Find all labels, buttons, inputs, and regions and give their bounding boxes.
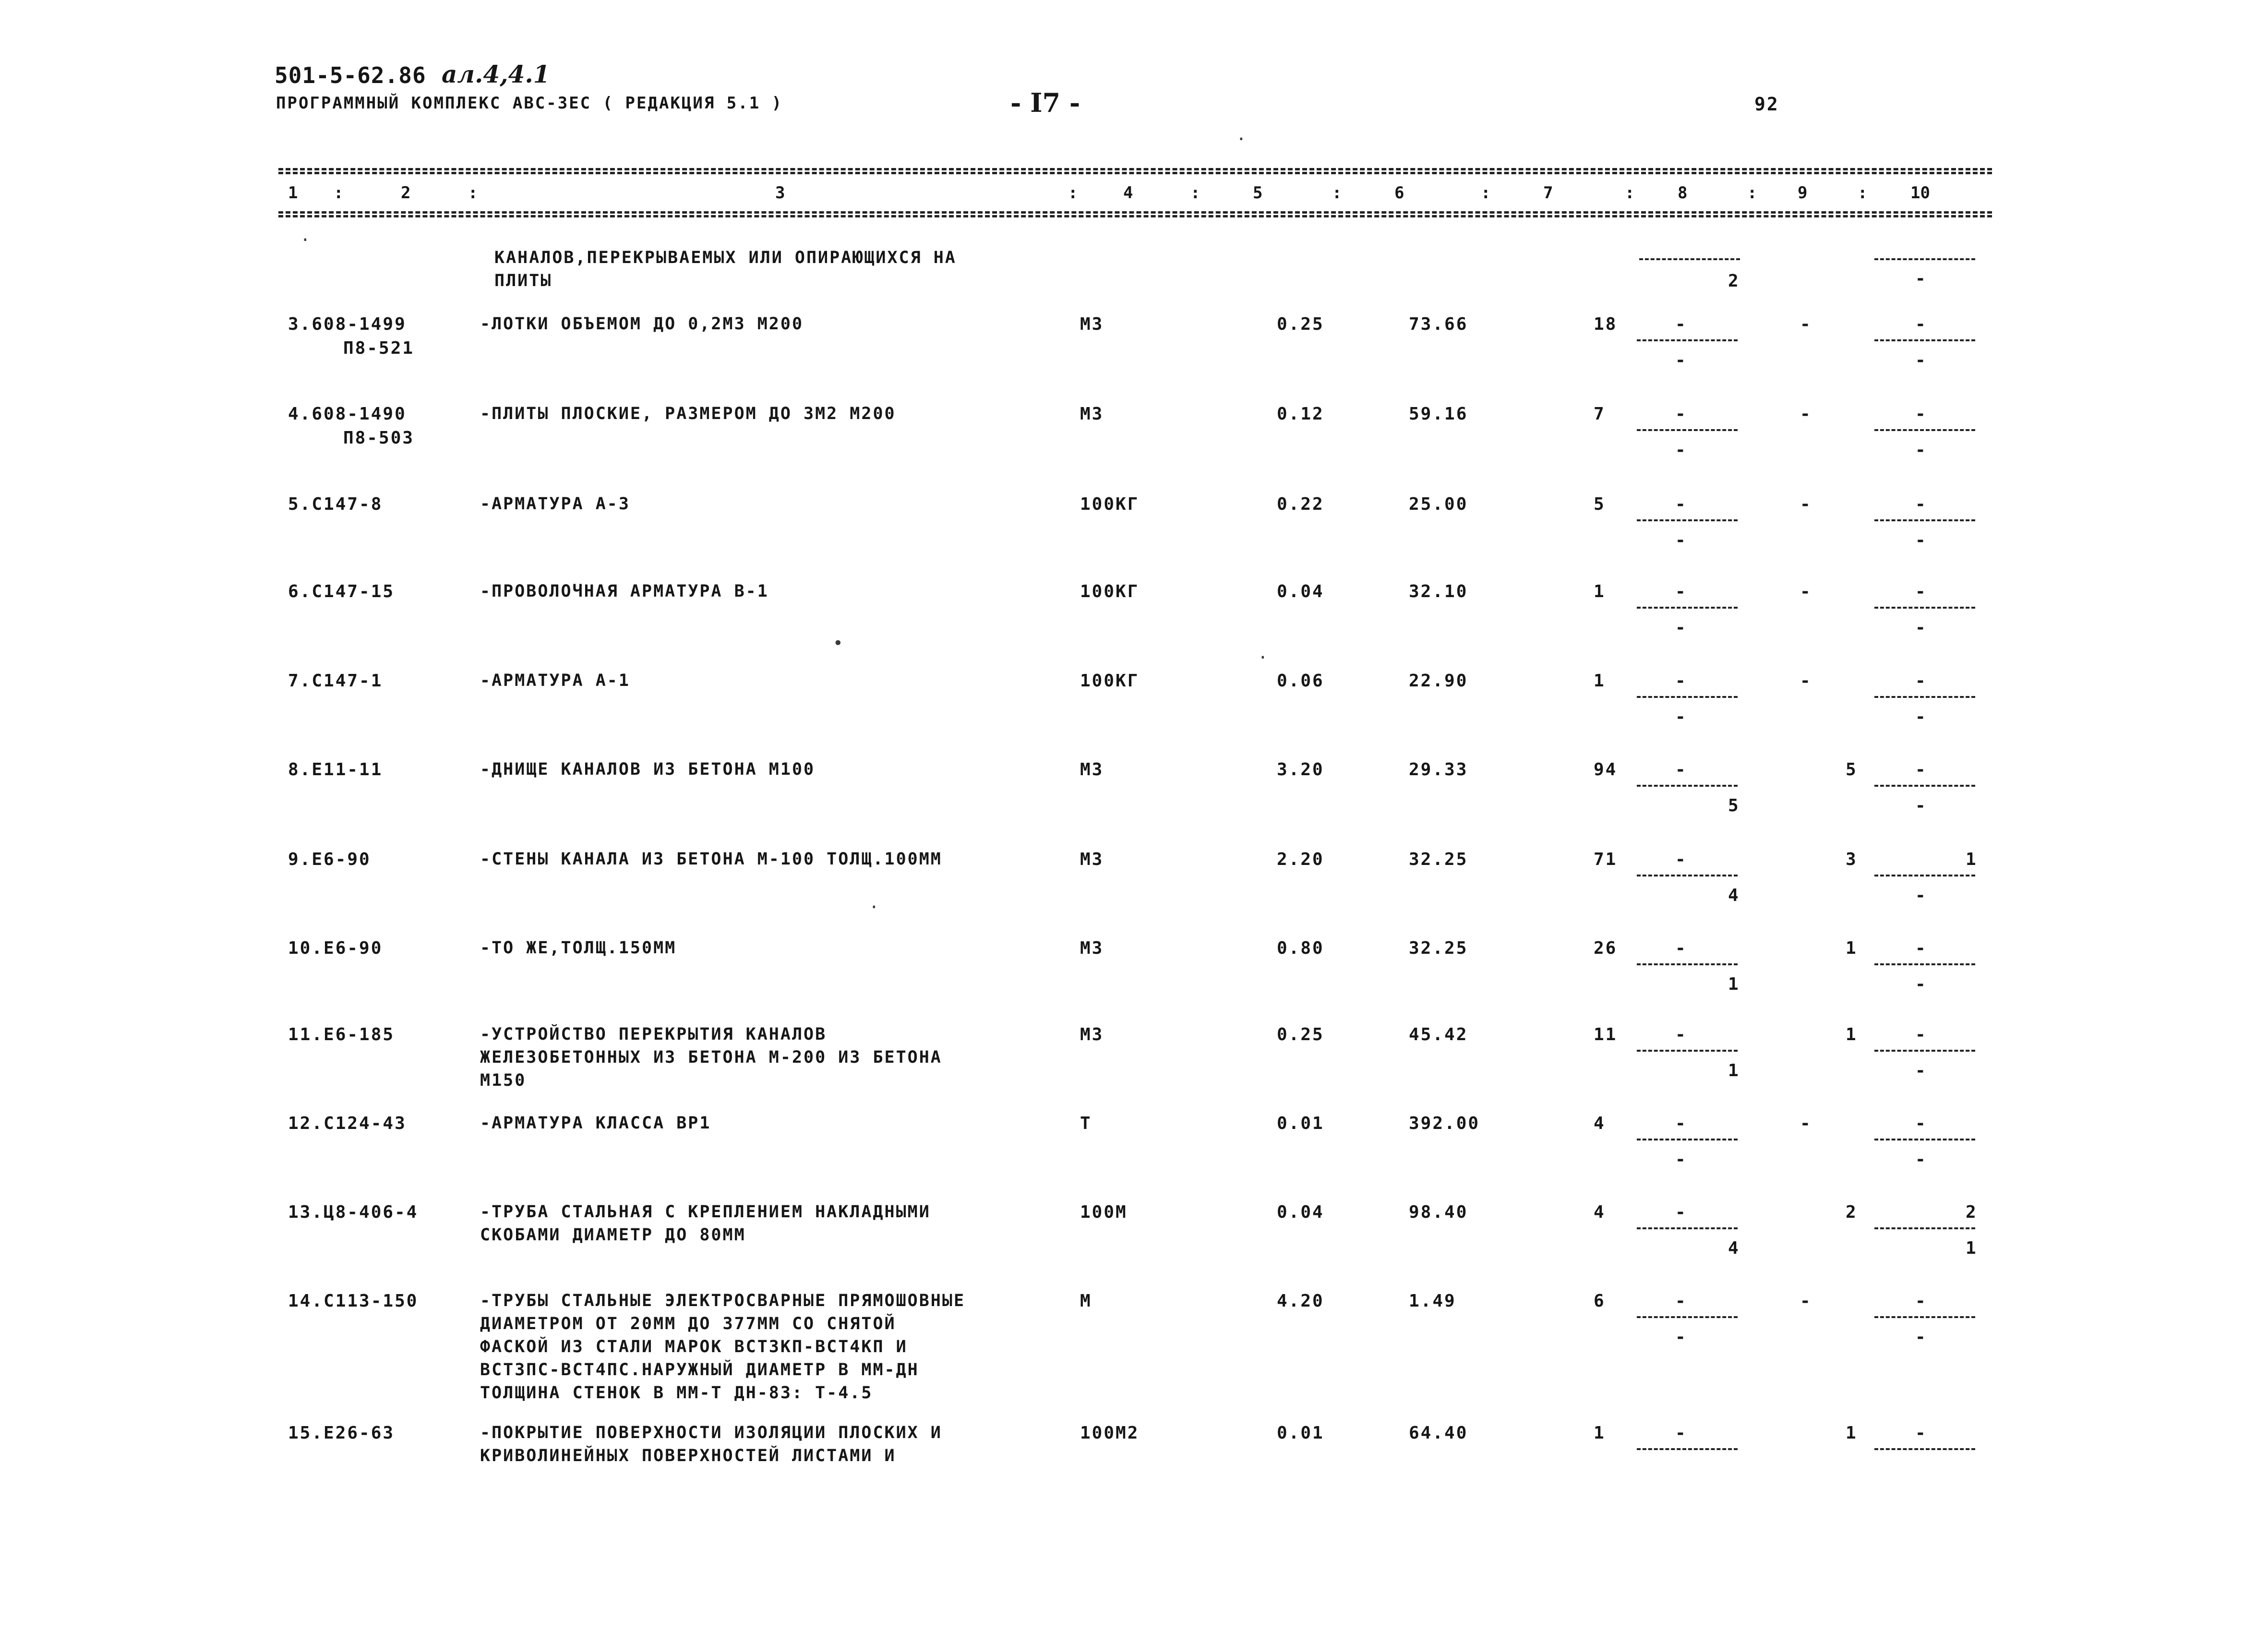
row-col8-top: - bbox=[1675, 1291, 1687, 1311]
row-quantity: 0.25 bbox=[1277, 314, 1324, 334]
row-col8-top: - bbox=[1675, 314, 1687, 334]
scan-speck: · bbox=[1236, 130, 1247, 149]
row-col7-value: 5 bbox=[1594, 494, 1606, 514]
row-description: -АРМАТУРА А-1 bbox=[480, 671, 630, 690]
row-col9-value: - bbox=[1800, 494, 1812, 514]
header-bottom-rule bbox=[278, 211, 1992, 214]
row-col7-value: 71 bbox=[1594, 850, 1618, 869]
header-top-rule bbox=[278, 168, 1992, 170]
row-col9-value: - bbox=[1800, 404, 1812, 424]
row-col8-rule bbox=[1637, 429, 1738, 431]
row-col9-value: - bbox=[1800, 671, 1812, 691]
row-code: 6.С147-15 bbox=[288, 582, 395, 601]
row-col9-value: - bbox=[1800, 1291, 1812, 1311]
row-code: 8.Е11-11 bbox=[288, 760, 383, 780]
header-bottom-rule-2 bbox=[278, 215, 1992, 217]
row-col8-top: - bbox=[1675, 1114, 1687, 1133]
row-quantity: 3.20 bbox=[1277, 760, 1324, 780]
row-unit: М3 bbox=[1080, 850, 1104, 869]
row-col7-value: 94 bbox=[1594, 760, 1618, 780]
col-header-5: 5 bbox=[1253, 183, 1263, 203]
row-quantity: 4.20 bbox=[1277, 1291, 1324, 1311]
col-sep: : bbox=[1190, 183, 1200, 203]
row-col10-top: - bbox=[1915, 671, 1927, 691]
row-description: -ПЛИТЫ ПЛОСКИЕ, РАЗМЕРОМ ДО 3М2 М200 bbox=[480, 404, 896, 423]
row-code: 10.Е6-90 bbox=[288, 938, 383, 958]
row-code: 7.С147-1 bbox=[288, 671, 383, 691]
row-col7-value: 11 bbox=[1594, 1025, 1618, 1044]
row-col8-rule bbox=[1637, 696, 1738, 698]
col-header-8: 8 bbox=[1678, 183, 1688, 203]
intro-col8-rule bbox=[1639, 258, 1740, 260]
row-quantity: 0.06 bbox=[1277, 671, 1324, 691]
program-line: ПРОГРАММНЫЙ КОМПЛЕКС АВС-ЗЕС ( РЕДАКЦИЯ 5.1 ) bbox=[276, 94, 783, 113]
row-quantity: 2.20 bbox=[1277, 850, 1324, 869]
row-col9-value: - bbox=[1800, 314, 1812, 334]
row-unit: М3 bbox=[1080, 1025, 1104, 1044]
scan-speck: · bbox=[1258, 648, 1268, 668]
row-unit: М bbox=[1080, 1291, 1092, 1311]
document-code: 501-5-62.86 bbox=[275, 62, 426, 88]
row-unit-price: 25.00 bbox=[1409, 494, 1468, 514]
col-sep: : bbox=[1481, 183, 1491, 203]
col-sep: : bbox=[1858, 183, 1868, 203]
row-description: -УСТРОЙСТВО ПЕРЕКРЫТИЯ КАНАЛОВ bbox=[480, 1025, 827, 1044]
col-header-2: 2 bbox=[401, 183, 411, 203]
row-col10-rule bbox=[1874, 696, 1975, 698]
row-col10-bottom: - bbox=[1915, 707, 1927, 727]
intro-text-line-1: КАНАЛОВ,ПЕРЕКРЫВАЕМЫХ ИЛИ ОПИРАЮЩИХСЯ НА bbox=[494, 248, 957, 267]
row-unit-price: 22.90 bbox=[1409, 671, 1468, 691]
row-col10-bottom: - bbox=[1915, 886, 1927, 905]
row-unit: М3 bbox=[1080, 314, 1104, 334]
intro-col10-value: - bbox=[1915, 269, 1927, 288]
row-col10-bottom: - bbox=[1915, 796, 1927, 816]
row-col7-value: 1 bbox=[1594, 671, 1606, 691]
row-unit-price: 45.42 bbox=[1409, 1025, 1468, 1044]
row-description: М150 bbox=[480, 1071, 527, 1090]
row-description: ФАСКОЙ ИЗ СТАЛИ МАРОК ВСТЗКП-ВСТ4КП И bbox=[480, 1337, 908, 1356]
row-col10-top: - bbox=[1915, 1291, 1927, 1311]
row-description: -ПРОВОЛОЧНАЯ АРМАТУРА В-1 bbox=[480, 582, 769, 601]
row-col10-bottom: - bbox=[1915, 350, 1927, 370]
row-unit: М3 bbox=[1080, 404, 1104, 424]
row-col8-rule bbox=[1637, 1316, 1738, 1318]
intro-col10-rule bbox=[1874, 258, 1975, 260]
row-col9-value: - bbox=[1800, 582, 1812, 601]
row-description: ВСТЗПС-ВСТ4ПС.НАРУЖНЫЙ ДИАМЕТР В ММ-ДН bbox=[480, 1360, 919, 1380]
row-col8-bottom: 5 bbox=[1728, 796, 1740, 816]
row-unit: Т bbox=[1080, 1114, 1092, 1133]
row-col10-top: - bbox=[1915, 314, 1927, 334]
row-quantity: 0.04 bbox=[1277, 1202, 1324, 1222]
row-col10-top: 1 bbox=[1966, 850, 1978, 869]
row-col10-bottom: - bbox=[1915, 530, 1927, 550]
row-unit: 100М bbox=[1080, 1202, 1128, 1222]
row-code: 11.Е6-185 bbox=[288, 1025, 395, 1044]
col-header-9: 9 bbox=[1798, 183, 1808, 203]
row-quantity: 0.01 bbox=[1277, 1114, 1324, 1133]
row-col8-rule bbox=[1637, 963, 1738, 965]
row-col10-top: - bbox=[1915, 938, 1927, 958]
row-col8-rule bbox=[1637, 875, 1738, 876]
row-col8-bottom: - bbox=[1675, 440, 1687, 460]
row-description: -СТЕНЫ КАНАЛА ИЗ БЕТОНА М-100 ТОЛЩ.100ММ bbox=[480, 850, 942, 869]
row-description: КРИВОЛИНЕЙНЫХ ПОВЕРХНОСТЕЙ ЛИСТАМИ И bbox=[480, 1446, 896, 1465]
scan-speck: · bbox=[869, 898, 879, 917]
row-col10-rule bbox=[1874, 1316, 1975, 1318]
row-col8-rule bbox=[1637, 785, 1738, 787]
row-col10-rule bbox=[1874, 339, 1975, 341]
col-sep: : bbox=[468, 183, 478, 203]
row-col8-rule bbox=[1637, 1227, 1738, 1229]
row-col9-value: 5 bbox=[1846, 760, 1858, 780]
row-unit-price: 73.66 bbox=[1409, 314, 1468, 334]
page-number-center: - I7 - bbox=[1010, 87, 1080, 118]
row-unit: 100М2 bbox=[1080, 1423, 1140, 1443]
row-col8-rule bbox=[1637, 1448, 1738, 1450]
row-description: -ТРУБА СТАЛЬНАЯ С КРЕПЛЕНИЕМ НАКЛАДНЫМИ bbox=[480, 1202, 931, 1222]
row-col8-bottom: - bbox=[1675, 1150, 1687, 1169]
row-code: 3.608-1499 bbox=[288, 314, 407, 334]
row-col7-value: 4 bbox=[1594, 1114, 1606, 1133]
row-col8-top: - bbox=[1675, 938, 1687, 958]
row-col10-bottom: - bbox=[1915, 440, 1927, 460]
col-header-7: 7 bbox=[1543, 183, 1553, 203]
row-unit: М3 bbox=[1080, 760, 1104, 780]
intro-col8-value: 2 bbox=[1728, 271, 1740, 291]
col-sep: : bbox=[1625, 183, 1635, 203]
row-description: ЖЕЛЕЗОБЕТОННЫХ ИЗ БЕТОНА М-200 ИЗ БЕТОНА bbox=[480, 1048, 942, 1067]
col-sep: : bbox=[1332, 183, 1342, 203]
row-col7-value: 7 bbox=[1594, 404, 1606, 424]
row-col8-top: - bbox=[1675, 760, 1687, 780]
row-code: 4.608-1490 bbox=[288, 404, 407, 424]
col-header-1: 1 bbox=[288, 183, 298, 203]
row-col10-bottom: - bbox=[1915, 618, 1927, 637]
row-col10-rule bbox=[1874, 875, 1975, 876]
col-sep: : bbox=[334, 183, 344, 203]
row-col10-bottom: - bbox=[1915, 1327, 1927, 1347]
row-col10-rule bbox=[1874, 1050, 1975, 1052]
row-col8-top: - bbox=[1675, 1025, 1687, 1044]
row-col8-bottom: - bbox=[1675, 707, 1687, 727]
row-col9-value: 2 bbox=[1846, 1202, 1858, 1222]
row-quantity: 0.04 bbox=[1277, 582, 1324, 601]
row-code: П8-521 bbox=[343, 338, 415, 358]
row-col10-top: - bbox=[1915, 494, 1927, 514]
page-number-right: 92 bbox=[1754, 94, 1779, 115]
row-col8-rule bbox=[1637, 519, 1738, 521]
row-col9-value: 3 bbox=[1846, 850, 1858, 869]
row-col7-value: 18 bbox=[1594, 314, 1618, 334]
row-code: 12.С124-43 bbox=[288, 1114, 407, 1133]
row-col10-bottom: - bbox=[1915, 1150, 1927, 1169]
row-col8-rule bbox=[1637, 1050, 1738, 1052]
row-unit-price: 59.16 bbox=[1409, 404, 1468, 424]
row-col10-rule bbox=[1874, 607, 1975, 609]
row-col10-rule bbox=[1874, 963, 1975, 965]
handwritten-annotation: ал.4,4.1 bbox=[442, 60, 550, 88]
row-col8-rule bbox=[1637, 607, 1738, 609]
row-unit: 100КГ bbox=[1080, 671, 1140, 691]
row-col10-top: - bbox=[1915, 1025, 1927, 1044]
row-unit-price: 29.33 bbox=[1409, 760, 1468, 780]
row-col10-bottom: 1 bbox=[1966, 1238, 1978, 1258]
scan-speck: · bbox=[300, 230, 311, 250]
row-description: -ЛОТКИ ОБЪЕМОМ ДО 0,2М3 М200 bbox=[480, 314, 804, 334]
row-col7-value: 26 bbox=[1594, 938, 1618, 958]
row-col10-top: - bbox=[1915, 1114, 1927, 1133]
row-col9-value: 1 bbox=[1846, 938, 1858, 958]
row-col8-bottom: 4 bbox=[1728, 886, 1740, 905]
row-col8-bottom: - bbox=[1675, 1327, 1687, 1347]
row-code: 13.Ц8-406-4 bbox=[288, 1202, 419, 1222]
row-unit-price: 32.25 bbox=[1409, 850, 1468, 869]
row-col7-value: 1 bbox=[1594, 1423, 1606, 1443]
row-quantity: 0.25 bbox=[1277, 1025, 1324, 1044]
row-col10-rule bbox=[1874, 519, 1975, 521]
scan-speck: • bbox=[833, 634, 843, 653]
row-col10-rule bbox=[1874, 785, 1975, 787]
row-col8-top: - bbox=[1675, 1202, 1687, 1222]
col-header-3: 3 bbox=[775, 183, 785, 203]
row-unit-price: 64.40 bbox=[1409, 1423, 1468, 1443]
row-code: 9.Е6-90 bbox=[288, 850, 371, 869]
row-code: 15.Е26-63 bbox=[288, 1423, 395, 1443]
row-col8-top: - bbox=[1675, 404, 1687, 424]
row-col7-value: 4 bbox=[1594, 1202, 1606, 1222]
row-description: ТОЛЩИНА СТЕНОК В ММ-Т ДН-83: Т-4.5 bbox=[480, 1383, 873, 1403]
row-description: ДИАМЕТРОМ ОТ 20ММ ДО 377ММ СО СНЯТОЙ bbox=[480, 1314, 896, 1333]
row-col8-top: - bbox=[1675, 671, 1687, 691]
row-quantity: 0.80 bbox=[1277, 938, 1324, 958]
col-header-10: 10 bbox=[1910, 183, 1930, 203]
row-quantity: 0.01 bbox=[1277, 1423, 1324, 1443]
row-col10-top: - bbox=[1915, 404, 1927, 424]
row-description: -АРМАТУРА А-3 bbox=[480, 494, 630, 514]
row-unit: М3 bbox=[1080, 938, 1104, 958]
row-unit-price: 32.10 bbox=[1409, 582, 1468, 601]
row-unit: 100КГ bbox=[1080, 494, 1140, 514]
row-col8-bottom: 1 bbox=[1728, 974, 1740, 994]
col-sep: : bbox=[1747, 183, 1757, 203]
row-col8-bottom: - bbox=[1675, 618, 1687, 637]
row-description: -ПОКРЫТИЕ ПОВЕРХНОСТИ ИЗОЛЯЦИИ ПЛОСКИХ И bbox=[480, 1423, 942, 1442]
row-col9-value: 1 bbox=[1846, 1423, 1858, 1443]
row-col8-bottom: 1 bbox=[1728, 1061, 1740, 1080]
row-col8-bottom: - bbox=[1675, 350, 1687, 370]
row-col10-rule bbox=[1874, 1227, 1975, 1229]
row-col8-rule bbox=[1637, 339, 1738, 341]
row-col8-bottom: 4 bbox=[1728, 1238, 1740, 1258]
row-col10-bottom: - bbox=[1915, 1061, 1927, 1080]
col-sep: : bbox=[1068, 183, 1078, 203]
row-col7-value: 6 bbox=[1594, 1291, 1606, 1311]
row-col8-top: - bbox=[1675, 582, 1687, 601]
row-description: СКОБАМИ ДИАМЕТР ДО 80ММ bbox=[480, 1225, 746, 1245]
row-unit-price: 392.00 bbox=[1409, 1114, 1480, 1133]
row-col8-top: - bbox=[1675, 494, 1687, 514]
row-description: -ТО ЖЕ,ТОЛЩ.150ММ bbox=[480, 938, 677, 958]
row-code: П8-503 bbox=[343, 428, 415, 448]
row-col10-rule bbox=[1874, 429, 1975, 431]
row-col8-rule bbox=[1637, 1139, 1738, 1140]
row-code: 14.С113-150 bbox=[288, 1291, 419, 1311]
row-code: 5.С147-8 bbox=[288, 494, 383, 514]
row-col10-rule bbox=[1874, 1139, 1975, 1140]
row-unit-price: 98.40 bbox=[1409, 1202, 1468, 1222]
row-col9-value: 1 bbox=[1846, 1025, 1858, 1044]
row-col9-value: - bbox=[1800, 1114, 1812, 1133]
row-col10-top: - bbox=[1915, 582, 1927, 601]
header-top-rule-2 bbox=[278, 172, 1992, 174]
row-description: -ТРУБЫ СТАЛЬНЫЕ ЭЛЕКТРОСВАРНЫЕ ПРЯМОШОВНЫЕ bbox=[480, 1291, 966, 1310]
row-description: -АРМАТУРА КЛАССА ВР1 bbox=[480, 1114, 711, 1133]
row-quantity: 0.22 bbox=[1277, 494, 1324, 514]
row-unit-price: 32.25 bbox=[1409, 938, 1468, 958]
col-header-4: 4 bbox=[1123, 183, 1133, 203]
row-col8-top: - bbox=[1675, 1423, 1687, 1443]
row-col10-top: - bbox=[1915, 1423, 1927, 1443]
intro-text-line-2: ПЛИТЫ bbox=[494, 271, 552, 290]
row-col7-value: 1 bbox=[1594, 582, 1606, 601]
row-col10-bottom: - bbox=[1915, 974, 1927, 994]
row-col10-rule bbox=[1874, 1448, 1975, 1450]
row-col10-top: - bbox=[1915, 760, 1927, 780]
row-col8-top: - bbox=[1675, 850, 1687, 869]
row-col10-top: 2 bbox=[1966, 1202, 1978, 1222]
row-quantity: 0.12 bbox=[1277, 404, 1324, 424]
row-unit: 100КГ bbox=[1080, 582, 1140, 601]
row-description: -ДНИЩЕ КАНАЛОВ ИЗ БЕТОНА М100 bbox=[480, 760, 816, 779]
row-col8-bottom: - bbox=[1675, 530, 1687, 550]
col-header-6: 6 bbox=[1394, 183, 1404, 203]
row-unit-price: 1.49 bbox=[1409, 1291, 1456, 1311]
